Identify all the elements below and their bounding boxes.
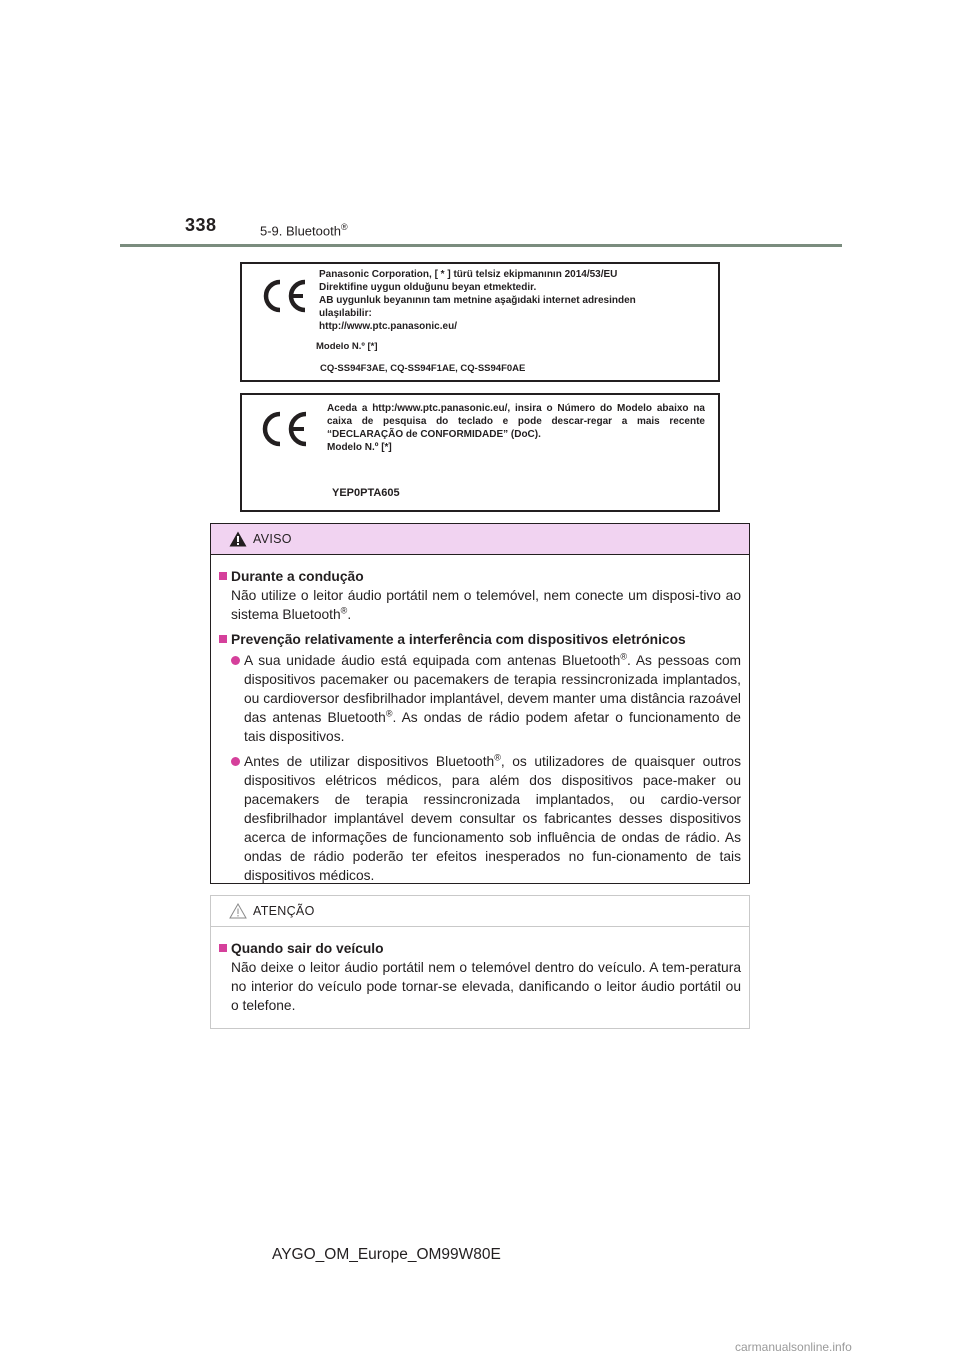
declaration-text — [327, 402, 705, 454]
caution-header — [211, 896, 749, 927]
warning-triangle-icon — [229, 531, 247, 547]
list-item — [219, 651, 741, 746]
model-number-label: Modelo N.º [*] — [316, 341, 378, 352]
model-number-value: CQ-SS94F3AE, CQ-SS94F1AE, CQ-SS94F0AE — [320, 363, 526, 374]
heading-text: Prevenção relativamente a interferência com dispositivos eletrónicos — [231, 632, 686, 647]
warning-heading — [219, 630, 741, 649]
registered-mark: ® — [385, 708, 393, 719]
warning-header — [211, 524, 749, 555]
model-number-label: Modelo N.º [*] — [327, 442, 392, 453]
bullet-text — [244, 752, 741, 885]
section-title-text: 5-9. Bluetooth — [260, 223, 341, 239]
bullet-text — [244, 651, 741, 746]
warning-title: AVISO — [253, 532, 292, 546]
caution-box — [210, 895, 750, 1029]
caution-body — [211, 927, 749, 1015]
paragraph-text: Não utilize o leitor áudio portátil nem o telemóvel, nem conecte um disposi-tivo ao sistema Bluetooth — [231, 588, 741, 622]
paragraph-text: . As pessoas com dispositivos pacemaker ou pacemakers de terapia ressincronizada implantados, ou cardioversor desfibrilhador implantável, devem manter uma distância razoável das antenas Bluetooth — [244, 653, 742, 725]
registered-mark: ® — [494, 752, 501, 763]
certification-box-portuguese — [240, 393, 720, 512]
page-number: 338 — [185, 215, 217, 235]
caution-paragraph: Não deixe o leitor áudio portátil nem o telemóvel dentro do veículo. A tem-peratura no interior do veículo pode tornar-se elevada, danificando o leitor áudio portátil ou o telefone. — [231, 960, 741, 1013]
square-bullet-icon — [219, 944, 227, 952]
round-bullet-icon — [231, 757, 240, 766]
declaration-line: ulaşılabilir: — [319, 308, 372, 319]
document-code: AYGO_OM_Europe_OM99W80E — [272, 1246, 501, 1263]
model-number-value: YEP0PTA605 — [332, 487, 400, 499]
certification-box-turkish — [240, 262, 720, 382]
declaration-text — [319, 268, 714, 333]
paragraph-text: . As ondas de rádio podem afetar o funcionamento de tais dispositivos. — [244, 710, 741, 744]
caution-triangle-outline-icon — [229, 903, 247, 919]
square-bullet-icon — [219, 572, 227, 580]
paragraph-text: Antes de utilizar dispositivos Bluetooth — [244, 754, 495, 769]
paragraph-text: A sua unidade áudio está equipada com antenas Bluetooth — [244, 653, 621, 668]
square-bullet-icon — [219, 635, 227, 643]
declaration-line: Panasonic Corporation, [ * ] türü telsiz ekipmanının 2014/53/EU — [319, 269, 618, 280]
ce-mark-icon — [259, 411, 309, 447]
warning-box — [210, 523, 750, 884]
caution-heading — [219, 939, 741, 958]
paragraph-text: . — [347, 607, 352, 622]
declaration-line: AB uygunluk beyanının tam metnine aşağıdaki internet adresinden — [319, 295, 636, 306]
registered-mark: ® — [340, 605, 348, 616]
caution-title: ATENÇÃO — [253, 904, 315, 918]
section-title — [260, 222, 348, 238]
ce-mark-icon — [259, 279, 309, 313]
watermark-text: carmanualsonline.info — [735, 1340, 852, 1354]
declaration-line: Direktifine uygun olduğunu beyan etmektedir. — [319, 282, 537, 293]
warning-paragraph — [219, 586, 741, 624]
heading-text: Quando sair do veículo — [231, 941, 384, 956]
list-item — [219, 752, 741, 885]
paragraph-text: , os utilizadores de quaisquer outros dispositivos elétricos médicos, para além dos dispositivos pace-maker ou pacemakers de terapia ressincronizada implantados, ou cardio-versor desfibrilhador implantável devem consultar os fabricantes desses dispositivos acerca de informações de funcionamento sob influência de ondas de rádio. As ondas de rádio poderão ter efeitos inesperados no fun-cionamento de tais dispositivos médicos. — [244, 754, 741, 883]
warning-body — [211, 555, 749, 885]
round-bullet-icon — [231, 656, 240, 665]
registered-mark: ® — [340, 222, 348, 232]
declaration-paragraph: Aceda a http:/www.ptc.panasonic.eu/, insira o Número do Modelo abaixo na caixa de pesquisa do teclado e pode descar-regar a mais recente “DECLARAÇÃO de CONFORMIDADE” (DoC). — [327, 403, 705, 440]
header-divider — [120, 244, 842, 247]
declaration-url: http://www.ptc.panasonic.eu/ — [319, 321, 457, 332]
warning-heading — [219, 567, 741, 586]
heading-text: Durante a condução — [231, 569, 364, 584]
registered-mark: ® — [620, 651, 627, 662]
